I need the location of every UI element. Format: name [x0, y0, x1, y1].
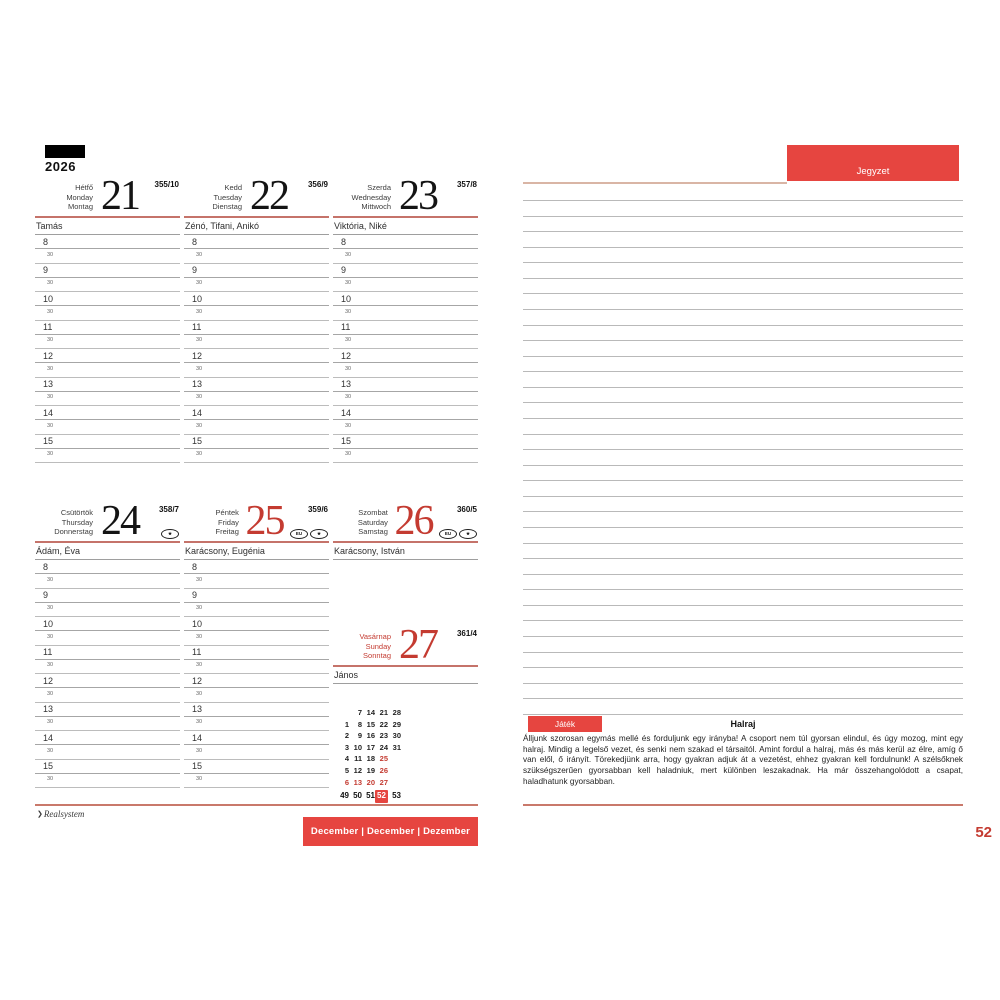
notes-line [523, 496, 963, 497]
day-names [333, 627, 391, 665]
time-grid [184, 235, 329, 463]
day-name: Szombat [358, 508, 388, 517]
day-header-right [147, 178, 180, 216]
calendar-day: 26 [379, 765, 388, 775]
day-header [35, 173, 180, 219]
time-slot-half: 30 [35, 392, 180, 406]
name-day: Ádám, Éva [35, 543, 180, 560]
notes-line [523, 340, 963, 341]
time-slot-hour: 15 [184, 760, 329, 774]
notes-line [523, 605, 963, 606]
day-of-year: 356/9 [307, 180, 328, 189]
day-icons [290, 529, 328, 539]
day-names [333, 178, 391, 216]
game-label-badge: Játék [528, 716, 602, 732]
day-header [333, 622, 478, 668]
time-slot-hour: 9 [184, 589, 329, 603]
day-header [333, 173, 478, 219]
time-slot-hour: 10 [35, 292, 180, 306]
time-slot-hour: 14 [35, 731, 180, 745]
day-name: Kedd [224, 183, 242, 192]
calendar-day: 1 [344, 719, 349, 729]
calendar-day: 15 [366, 719, 375, 729]
time-slot-hour: 9 [35, 589, 180, 603]
notes-line [523, 247, 963, 248]
time-slot-hour: 13 [35, 703, 180, 717]
notes-line [523, 371, 963, 372]
time-slot-half: 30 [35, 717, 180, 731]
time-slot-half: 30 [333, 249, 478, 263]
day-name: Mittwoch [361, 202, 391, 211]
calendar-week-number: 51 [366, 790, 375, 800]
time-slot-half: 30 [333, 306, 478, 320]
calendar-day: 11 [354, 754, 362, 764]
calendar-week-number: 49 [340, 790, 349, 800]
calendar-row [336, 742, 401, 754]
calendar-day: 17 [366, 742, 375, 752]
time-slot-hour: 14 [35, 406, 180, 420]
time-slot-hour: 9 [333, 264, 478, 278]
notes-line [523, 683, 963, 684]
day-header-right [445, 178, 478, 216]
notes-line [523, 387, 963, 388]
notes-line [523, 527, 963, 528]
calendar-day: 18 [366, 754, 375, 764]
day-name: Donnerstag [54, 527, 93, 536]
day-number: 24 [101, 498, 139, 544]
time-grid [35, 560, 180, 788]
time-slot-hour: 10 [184, 292, 329, 306]
day-number: 23 [399, 173, 437, 219]
notes-line [523, 231, 963, 232]
time-slot-half: 30 [35, 688, 180, 702]
time-slot-hour: 8 [35, 235, 180, 249]
day-name: Péntek [215, 508, 239, 517]
time-slot-hour: 11 [184, 321, 329, 335]
calendar-day: 19 [366, 765, 375, 775]
time-slot-hour: 8 [35, 560, 180, 574]
time-grid [35, 235, 180, 463]
mini-calendar [336, 707, 401, 803]
brand-logo [37, 809, 84, 819]
day-name: Tuesday [213, 192, 242, 202]
day-cell [35, 173, 180, 463]
notes-line [523, 216, 963, 217]
calendar-day: 3 [344, 742, 349, 752]
time-slot-hour: 10 [333, 292, 478, 306]
day-header [333, 498, 478, 544]
day-header-right [290, 503, 329, 541]
notes-line [523, 574, 963, 575]
time-slot-half: 30 [35, 420, 180, 434]
name-day: János [333, 667, 478, 684]
time-slot-half: 30 [184, 574, 329, 588]
calendar-row [336, 753, 401, 765]
calendar-day: 28 [392, 708, 401, 717]
notes-line [523, 698, 963, 699]
day-name: Dienstag [212, 202, 242, 211]
calendar-day [336, 707, 349, 719]
star-badge-icon: ★ [459, 529, 477, 539]
notes-line [523, 309, 963, 310]
calendar-day: 9 [357, 731, 362, 741]
notes-line [523, 418, 963, 419]
time-slot-half: 30 [35, 745, 180, 759]
notes-line [523, 402, 963, 403]
notes-line [523, 325, 963, 326]
day-name: Friday [218, 517, 239, 527]
name-day: Karácsony, István [333, 543, 478, 560]
day-name: Thursday [61, 517, 93, 527]
calendar-day: 6 [344, 777, 349, 787]
notes-line [523, 262, 963, 263]
time-slot-hour: 11 [184, 646, 329, 660]
notes-line [523, 667, 963, 668]
time-slot-hour: 12 [184, 349, 329, 363]
time-slot-half: 30 [333, 420, 478, 434]
time-slot-hour: 8 [333, 235, 478, 249]
day-of-year: 359/6 [307, 505, 328, 514]
day-name: Wednesday [351, 192, 391, 202]
time-slot-hour: 13 [184, 378, 329, 392]
time-slot-half: 30 [35, 306, 180, 320]
calendar-day: 16 [366, 731, 375, 741]
notes-line [523, 652, 963, 653]
time-slot-half: 30 [333, 335, 478, 349]
day-of-year: 358/7 [158, 505, 179, 514]
time-slot-half: 30 [184, 363, 329, 377]
day-name: Samstag [358, 527, 388, 536]
notes-line [523, 636, 963, 637]
time-slot-hour: 14 [184, 406, 329, 420]
left-page-footer-line [35, 804, 478, 806]
calendar-day: 29 [392, 719, 401, 729]
calendar-day: 5 [344, 765, 349, 775]
time-slot-half: 30 [333, 278, 478, 292]
calendar-day: 31 [392, 742, 401, 752]
day-of-year: 360/5 [456, 505, 477, 514]
notes-line [523, 714, 963, 715]
day-name: Montag [67, 202, 93, 211]
time-slot-hour: 13 [333, 378, 478, 392]
eu-badge-icon: EU [290, 529, 308, 539]
time-slot-half: 30 [35, 249, 180, 263]
time-slot-hour: 12 [35, 349, 180, 363]
time-slot-half: 30 [35, 660, 180, 674]
day-header-right [445, 627, 478, 665]
notes-line [523, 293, 963, 294]
time-slot-hour: 11 [35, 321, 180, 335]
notes-line [523, 449, 963, 450]
time-slot-half: 30 [35, 774, 180, 788]
current-week-badge: 52 [375, 790, 388, 803]
logo-text: Realsystem [43, 809, 85, 819]
notes-header-underline [523, 182, 787, 184]
time-slot-half: 30 [333, 392, 478, 406]
time-slot-half: 30 [35, 449, 180, 463]
time-slot-hour: 13 [35, 378, 180, 392]
time-slot-half: 30 [35, 574, 180, 588]
day-names [35, 178, 93, 216]
notes-line [523, 200, 963, 201]
calendar-row [336, 777, 401, 789]
calendar-day: 10 [353, 742, 362, 752]
month-footer-bar: December | December | Dezember [303, 817, 478, 846]
game-title: Halraj [730, 719, 756, 729]
calendar-week-number: 53 [392, 790, 401, 800]
name-day: Viktória, Niké [333, 218, 478, 235]
day-names [184, 503, 239, 541]
day-of-year: 357/8 [456, 180, 477, 189]
time-slot-half: 30 [333, 449, 478, 463]
calendar-day: 27 [379, 777, 388, 787]
right-page-footer-line [523, 804, 963, 806]
notes-line [523, 620, 963, 621]
time-slot-hour: 12 [35, 674, 180, 688]
day-icons [439, 529, 477, 539]
day-number: 22 [250, 173, 288, 219]
time-slot-half: 30 [333, 363, 478, 377]
year-black-bar [45, 145, 85, 158]
day-name: Vasárnap [359, 632, 391, 641]
day-name: Hétfő [75, 183, 93, 192]
time-slot-half: 30 [184, 306, 329, 320]
time-slot-hour: 11 [35, 646, 180, 660]
notes-line [523, 356, 963, 357]
name-day: Karácsony, Eugénia [184, 543, 329, 560]
notes-header-bar: Jegyzet [787, 145, 959, 181]
day-names [35, 503, 93, 541]
eu-badge-icon: EU [439, 529, 457, 539]
time-slot-hour: 12 [333, 349, 478, 363]
day-names [184, 178, 242, 216]
calendar-day: 8 [357, 719, 362, 729]
day-cell [333, 173, 478, 463]
time-slot-half: 30 [35, 335, 180, 349]
star-badge-icon: ★ [161, 529, 179, 539]
calendar-day: 4 [344, 754, 349, 764]
day-icons [161, 529, 179, 539]
time-slot-hour: 15 [184, 435, 329, 449]
time-slot-hour: 14 [333, 406, 478, 420]
calendar-day: 7 [357, 708, 362, 717]
page-number: 52 [975, 824, 992, 841]
time-slot-hour: 15 [333, 435, 478, 449]
time-slot-hour: 8 [184, 235, 329, 249]
day-header [184, 173, 329, 219]
star-badge-icon: ★ [310, 529, 328, 539]
time-slot-hour: 9 [35, 264, 180, 278]
time-slot-half: 30 [184, 420, 329, 434]
time-slot-half: 30 [35, 631, 180, 645]
time-slot-hour: 12 [184, 674, 329, 688]
time-slot-half: 30 [184, 660, 329, 674]
calendar-row [336, 707, 401, 719]
calendar-row [336, 765, 401, 777]
day-cell [184, 498, 329, 788]
calendar-day: 2 [344, 731, 349, 741]
calendar-week-row [336, 790, 401, 803]
day-number: 27 [399, 622, 437, 668]
notes-line [523, 278, 963, 279]
day-number: 21 [101, 173, 139, 219]
day-header [184, 498, 329, 544]
time-slot-half: 30 [35, 603, 180, 617]
calendar-day: 30 [392, 731, 401, 741]
day-header-right [296, 178, 329, 216]
calendar-row [336, 730, 401, 742]
day-header-right [439, 503, 478, 541]
day-of-year: 361/4 [456, 629, 477, 638]
calendar-day: 14 [366, 708, 375, 717]
day-cell [184, 173, 329, 463]
time-slot-hour: 13 [184, 703, 329, 717]
notes-line [523, 434, 963, 435]
time-grid [333, 235, 478, 463]
day-of-year: 355/10 [154, 180, 179, 189]
notes-line [523, 543, 963, 544]
calendar-day: 21 [379, 708, 388, 717]
logo-arrow-icon: ❯ [37, 810, 43, 818]
day-name: Freitag [215, 527, 239, 536]
calendar-day: 25 [379, 754, 388, 764]
notes-line [523, 465, 963, 466]
day-cell [333, 498, 478, 560]
day-cell [35, 498, 180, 788]
notes-line [523, 480, 963, 481]
calendar-row [336, 719, 401, 731]
day-name: Monday [66, 192, 93, 202]
day-number: 26 [394, 498, 433, 544]
time-slot-half: 30 [184, 278, 329, 292]
time-slot-hour: 10 [35, 617, 180, 631]
time-slot-half: 30 [184, 774, 329, 788]
calendar-day: 13 [353, 777, 362, 787]
day-name: Csütörtök [60, 508, 93, 517]
time-slot-half: 30 [184, 603, 329, 617]
calendar-week-number: 50 [353, 790, 362, 800]
day-name: Saturday [357, 517, 388, 527]
calendar-day: 22 [379, 719, 388, 729]
day-name: Sonntag [363, 651, 391, 660]
time-slot-half: 30 [184, 335, 329, 349]
time-slot-half: 30 [184, 688, 329, 702]
day-header [35, 498, 180, 544]
calendar-day: 20 [366, 777, 375, 787]
time-slot-hour: 15 [35, 760, 180, 774]
notes-line [523, 589, 963, 590]
day-cell [333, 622, 478, 684]
time-slot-half: 30 [184, 249, 329, 263]
calendar-day: 23 [379, 731, 388, 741]
time-grid [184, 560, 329, 788]
day-header-right [147, 503, 180, 541]
notes-line [523, 511, 963, 512]
time-slot-half: 30 [35, 363, 180, 377]
time-slot-hour: 8 [184, 560, 329, 574]
day-name: Sunday [365, 641, 391, 651]
day-number: 25 [245, 498, 284, 544]
time-slot-half: 30 [184, 631, 329, 645]
time-slot-hour: 9 [184, 264, 329, 278]
time-slot-half: 30 [184, 392, 329, 406]
time-slot-hour: 15 [35, 435, 180, 449]
time-slot-hour: 10 [184, 617, 329, 631]
calendar-day: 24 [379, 742, 388, 752]
year-label: 2026 [45, 159, 76, 174]
calendar-day: 12 [353, 765, 362, 775]
game-text: Álljunk szorosan egymás mellé és forduljunk egy irányba! A csoport nem túl gyorsan elindul, és úgy mozog, mint egy halraj. Mindig a legelső vezet, és senki nem szakad el társaitól. Amint fordul a halraj, más és más kerül az élre, amíg ő van elől, ő irányít. Törekedjünk arra, hogy gyakran adjuk át a vezetést, ehhez gyakran kell fordulnunk! A szélsőknek szükségszerűen gyorsabban kell haladniuk, mert különben leszakadnak. Ha már összehangolódott a csapat, haladhatunk gyorsabban. [523, 734, 963, 786]
name-day: Zénó, Tifani, Anikó [184, 218, 329, 235]
day-name: Szerda [367, 183, 391, 192]
time-slot-hour: 11 [333, 321, 478, 335]
time-slot-half: 30 [184, 717, 329, 731]
time-slot-half: 30 [184, 449, 329, 463]
day-names [333, 503, 388, 541]
time-slot-half: 30 [184, 745, 329, 759]
time-slot-half: 30 [35, 278, 180, 292]
time-slot-hour: 14 [184, 731, 329, 745]
name-day: Tamás [35, 218, 180, 235]
notes-line [523, 558, 963, 559]
